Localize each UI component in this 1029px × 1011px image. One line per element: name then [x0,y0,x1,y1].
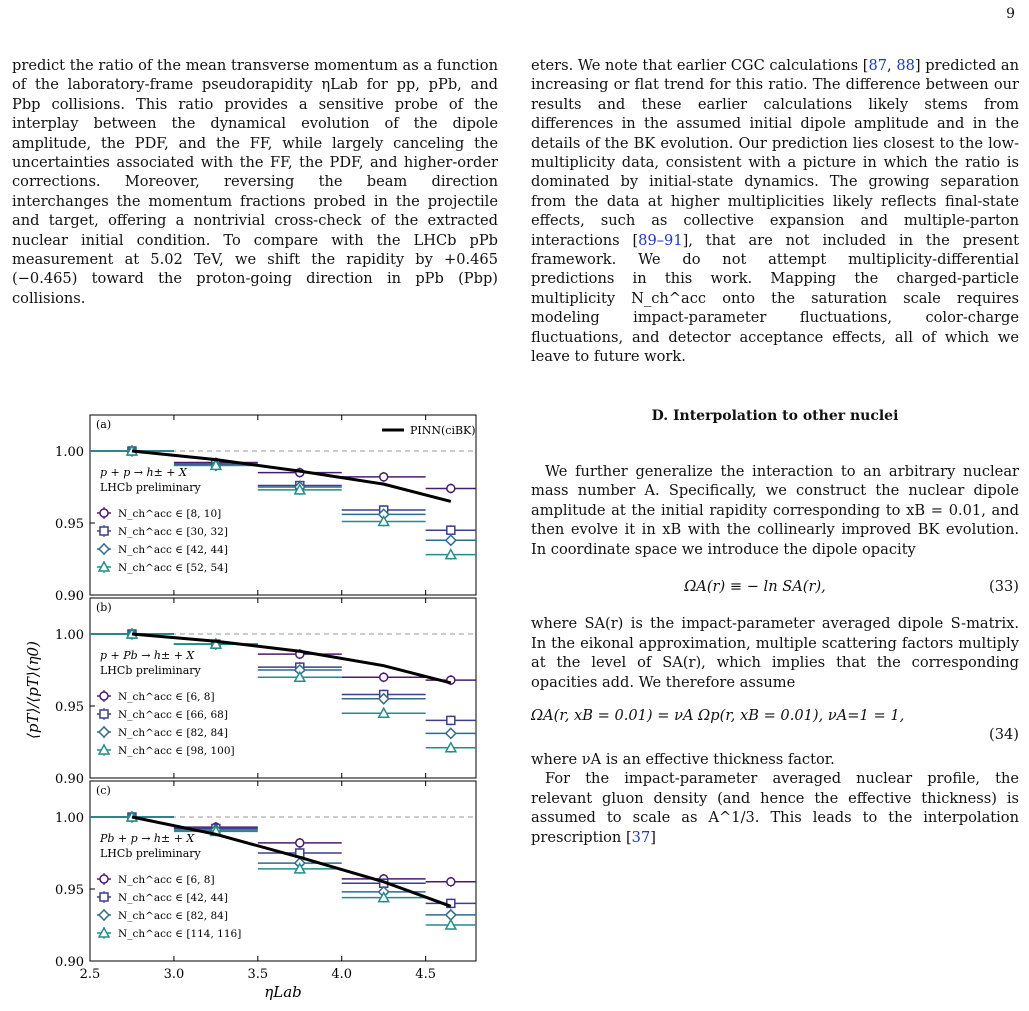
legend-label: N_ch^acc ∈ [6, 8] [118,874,215,886]
data-point [446,910,456,920]
text-run: ] [650,828,656,846]
process-label: p + p → h± + X [100,466,187,479]
legend-marker [100,509,108,517]
citation-link[interactable]: 88 [896,57,915,74]
legend-label: N_ch^acc ∈ [82, 84] [118,910,228,922]
x-tick-label: 2.5 [79,967,101,982]
y-tick-label: 0.90 [55,772,84,787]
legend-marker [100,527,108,535]
x-axis-label: ηLab [264,983,302,1001]
experiment-label: LHCb preliminary [100,481,201,494]
citation-link[interactable]: 87 [868,57,888,74]
right-column [531,56,1019,847]
equation-body: ΩA(r) ≡ − ln SA(r), [684,577,826,595]
panel-label: (c) [96,784,111,797]
y-tick-label: 0.95 [55,517,84,532]
legend-label: N_ch^acc ∈ [42, 44] [118,544,228,556]
legend-label: N_ch^acc ∈ [42, 44] [118,892,228,904]
data-point [446,728,456,738]
text-run: For the impact-parameter averaged nuclear profile, the relevant gluon density (and hence the effective thickness) is assumed to scale as A^1/3. This leads to the interpolation prescription [ [531,770,1019,846]
text-run: ], that are not included in the present framework. We do not attempt multiplicity-differential predictions in this work. Mapping the charged-particle multiplicity N_ch^acc onto the saturation scale requires modeling impact-parameter fluctuations, color-charge fluctuations, and detector acceptance effects, all of which we leave to future work. [531,231,1019,366]
paragraph-generalize: We further generalize the interaction to an arbitrary nuclear mass number A. Specifically, we construct the nuclear dipole amplitude at the initial rapidity corresponding to xB = 0.01, and then evolve it in xB with the collinearly improved BK evolution. In coordinate space we introduce the dipole opacity [531,462,1019,558]
paragraph-interpolation [531,769,1019,847]
figure-pt-ratio [12,405,502,1005]
text-run: ] predicted an increasing or flat trend for this ratio. The difference between our results and these earlier calculations likely stems from differences in the assumed initial dipole amplitude and in the details of the BK evolution. Our prediction lies closest to the low-multiplicity data, consistent with a picture in which the ratio is dominated by initial-state dynamics. The growing separation from the data at higher multiplicities likely reflects final-state effects, such as collective expansion and multiple-parton interactions [ [531,57,1019,249]
data-point [380,473,388,481]
citation-link[interactable]: 89–91 [638,231,683,249]
data-point [447,716,455,724]
x-tick-label: 3.5 [247,967,269,982]
y-tick-label: 0.95 [55,883,84,898]
y-tick-label: 0.90 [55,955,84,970]
legend-label: N_ch^acc ∈ [114, 116] [118,928,242,940]
data-point [447,526,455,534]
legend-label: N_ch^acc ∈ [6, 8] [118,691,215,703]
experiment-label: LHCb preliminary [100,664,201,677]
y-axis-label: ⟨pT⟩/⟨pT⟩(η0) [24,641,42,739]
legend-marker [100,710,108,718]
equation-33 [531,577,1019,596]
data-point [446,535,456,545]
y-tick-label: 1.00 [55,628,84,643]
legend-label: N_ch^acc ∈ [82, 84] [118,727,228,739]
legend-marker [99,544,109,554]
left-column [12,56,498,308]
x-tick-label: 4.5 [415,967,436,982]
legend-marker [100,692,108,700]
legend-label: N_ch^acc ∈ [30, 32] [118,526,228,538]
y-tick-label: 0.90 [55,589,84,604]
data-point [380,673,388,681]
left-paragraph: predict the ratio of the mean transverse momentum as a function of the laboratory-frame pseudorapidity ηLab for pp, pPb, and Pbp collisions. This ratio provides a sensitive probe of the interplay between the dynamical evolution of the dipole amplitude, the PDF, and the FF, while largely canceling the uncertainties associated with the FF, the PDF, and higher-order corrections. Moreover, reversing the beam direction interchanges the momentum fractions probed in the projectile and target, offering a nontrivial cross-check of the extracted nuclear initial condition. To compare with the LHCb pPb measurement at 5.02 TeV, we shift the rapidity by +0.465 (−0.465) toward the proton-going direction in pPb (Pbp) collisions. [12,57,498,307]
panel-label: (b) [96,601,112,614]
equation-body: ΩA(r, xB = 0.01) = νA Ωp(r, xB = 0.01), νA=1 = 1, [531,706,905,724]
legend-label: N_ch^acc ∈ [8, 10] [118,508,222,520]
paragraph-continuation [531,56,1019,367]
legend-marker [100,893,108,901]
experiment-label: LHCb preliminary [100,847,201,860]
legend-label: N_ch^acc ∈ [98, 100] [118,745,235,757]
data-point [447,878,455,886]
panel-label: (a) [96,418,112,431]
process-label: p + Pb → h± + X [100,649,195,662]
citation-link[interactable]: 37 [631,828,651,846]
equation-34 [531,706,1019,744]
legend-label: N_ch^acc ∈ [52, 54] [118,562,228,574]
process-label: Pb + p → h± + X [100,832,195,845]
equation-number: (33) [989,577,1019,595]
legend-label: N_ch^acc ∈ [66, 68] [118,709,228,721]
y-tick-label: 1.00 [55,445,84,460]
section-heading: D. Interpolation to other nuclei [651,407,899,424]
text-run: , [887,57,897,74]
text-run: eters. We note that earlier CGC calculations [ [531,57,869,74]
paragraph-thickness: where νA is an effective thickness factor. [531,750,835,768]
x-tick-label: 3.0 [163,967,185,982]
data-point [447,484,455,492]
x-tick-label: 4.0 [331,967,353,982]
legend-marker [99,910,109,920]
data-point [296,839,304,847]
y-tick-label: 0.95 [55,700,84,715]
equation-number: (34) [989,725,1019,743]
page-number: 9 [1006,6,1015,22]
paragraph-smatrix: where SA(r) is the impact-parameter averaged dipole S-matrix. In the eikonal approximation, multiple scattering factors multiply at the level of SA(r), which implies that the corresponding opacities add. We therefore assume [531,615,1019,691]
y-tick-label: 1.00 [55,811,84,826]
chart-svg [12,405,502,1005]
legend-marker [100,875,108,883]
legend-theory-label: PINN(ciBK) [410,424,476,437]
legend-marker [99,727,109,737]
